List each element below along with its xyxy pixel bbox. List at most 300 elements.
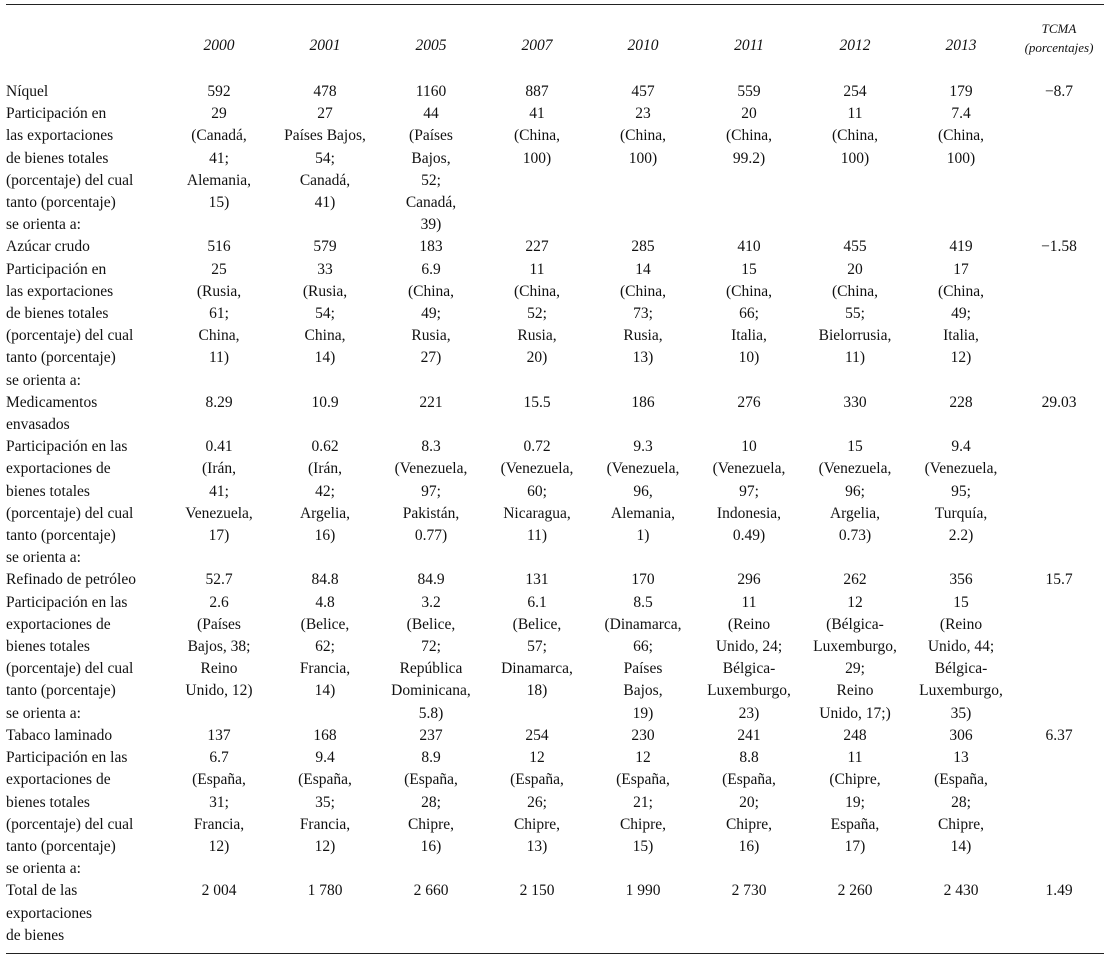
value-cell: 186: [631, 393, 655, 411]
header-tcma-unit: (porcentajes): [1024, 40, 1094, 55]
value-cell: 221: [419, 393, 443, 411]
value-line: 11): [526, 527, 548, 545]
value-line: 23): [738, 704, 760, 722]
value-cell: [696, 592, 802, 725]
value-line: (Países: [409, 127, 453, 145]
value-line: 13): [526, 837, 548, 855]
value-cell: 2 150: [519, 882, 555, 900]
value-cell: [484, 747, 590, 880]
value-line: 0.49): [732, 527, 766, 545]
tcma-cell: [1014, 259, 1104, 392]
row-label-line: bienes totales: [6, 482, 90, 500]
value-line: 3.2: [421, 593, 441, 611]
value-line: Chipre,: [725, 815, 773, 833]
value-line: 11: [847, 105, 863, 123]
value-line: (China,: [619, 127, 667, 145]
value-line: 0.41: [205, 438, 233, 456]
value-line: 1): [636, 527, 650, 545]
value-line: 31;: [209, 793, 229, 811]
value-line: 33: [317, 260, 333, 278]
row-label-line: Azúcar crudo: [6, 238, 90, 256]
value-cell: 419: [949, 238, 973, 256]
header-empty: [6, 5, 166, 82]
value-line: 28;: [421, 793, 441, 811]
value-cell: 230: [631, 726, 655, 744]
value-cell: [484, 103, 590, 236]
value-cell: 2 730: [731, 882, 767, 900]
value-line: (Rusia,: [196, 282, 242, 300]
value-cell: 410: [737, 238, 761, 256]
value-cell: [908, 592, 1014, 725]
row-label-line: exportaciones de: [6, 771, 111, 789]
value-line: 20): [526, 349, 548, 367]
value-line: 14): [314, 682, 336, 700]
value-line: Bajos, 38;: [187, 638, 251, 656]
value-line: 7.4: [951, 105, 971, 123]
value-line: Francia,: [299, 660, 351, 678]
tcma-cell: 15.7: [1045, 571, 1073, 589]
header-year: 2013: [945, 36, 977, 54]
row-label-line: Participación en las: [6, 593, 128, 611]
value-line: 52;: [527, 305, 547, 323]
header-year: 2001: [309, 36, 341, 54]
value-line: Países Bajos,: [284, 127, 366, 145]
row-label-line: las exportaciones: [6, 127, 114, 145]
value-line: Luxemburgo,: [813, 638, 897, 656]
value-line: Bélgica-: [722, 660, 776, 678]
value-line: (China,: [937, 282, 985, 300]
value-cell: 227: [525, 238, 549, 256]
value-line: 27: [317, 105, 333, 123]
value-cell: [590, 103, 696, 236]
tcma-cell: −8.7: [1044, 83, 1074, 100]
value-cell: [696, 259, 802, 392]
value-line: 4.8: [315, 593, 335, 611]
value-cell: 228: [949, 393, 973, 411]
value-line: (China,: [831, 282, 879, 300]
value-cell: 356: [949, 571, 973, 589]
value-cell: [802, 103, 908, 236]
value-line: 97;: [739, 482, 759, 500]
header-year: 2005: [415, 36, 447, 54]
value-cell: [696, 436, 802, 569]
value-line: Unido, 24;: [715, 638, 783, 656]
value-line: Nicaragua,: [503, 504, 571, 522]
value-line: 17): [208, 527, 230, 545]
value-line: 12: [529, 749, 545, 767]
row-label: [6, 569, 166, 591]
value-line: Francia,: [299, 815, 351, 833]
row-label-line: tanto (porcentaje): [6, 682, 116, 700]
table-row: [6, 592, 1104, 725]
value-line: (Irán,: [202, 460, 236, 478]
table-row: [6, 436, 1104, 569]
value-cell: 52.7: [205, 571, 233, 589]
value-cell: [166, 103, 272, 236]
value-line: (Dinamarca,: [604, 615, 682, 633]
row-label: [6, 103, 166, 236]
value-cell: 1160: [415, 83, 447, 100]
value-cell: [272, 436, 378, 569]
row-label-line: exportaciones de: [6, 615, 111, 633]
row-label: [6, 392, 166, 436]
value-cell: 455: [843, 238, 867, 256]
value-cell: 262: [843, 571, 867, 589]
value-cell: [378, 747, 484, 880]
row-label-line: de bienes: [6, 926, 65, 944]
value-line: 29;: [845, 660, 865, 678]
table-row: [6, 236, 1104, 258]
value-cell: 330: [843, 393, 867, 411]
value-line: 11): [844, 349, 866, 367]
value-line: Chipre,: [513, 815, 561, 833]
value-line: (Venezuela,: [818, 460, 892, 478]
value-line: 2.6: [209, 593, 229, 611]
value-line: 41;: [209, 482, 229, 500]
value-cell: [590, 592, 696, 725]
table-row: [6, 103, 1104, 236]
value-line: 72;: [421, 638, 441, 656]
value-line: 96,: [633, 482, 653, 500]
value-line: 28;: [951, 793, 971, 811]
value-line: (Reino: [727, 615, 771, 633]
value-line: 41): [314, 194, 336, 212]
value-line: 12): [950, 349, 972, 367]
value-line: (España,: [934, 771, 988, 789]
value-line: (España,: [616, 771, 670, 789]
value-line: 16): [314, 527, 336, 545]
value-cell: [378, 103, 484, 236]
value-line: 60;: [527, 482, 547, 500]
value-line: (Venezuela,: [606, 460, 680, 478]
table-row: [6, 392, 1104, 436]
value-cell: [166, 259, 272, 392]
header-year: 2000: [203, 36, 235, 54]
value-cell: 276: [737, 393, 761, 411]
value-line: Chipre,: [937, 815, 985, 833]
header-year: 2012: [839, 36, 871, 54]
row-label-line: bienes totales: [6, 638, 90, 656]
value-line: 49;: [951, 305, 971, 323]
value-line: Rusia,: [411, 327, 451, 345]
value-cell: 237: [419, 726, 443, 744]
value-cell: 248: [843, 726, 867, 744]
value-cell: 170: [631, 571, 655, 589]
value-cell: [590, 747, 696, 880]
value-cell: 2 430: [943, 882, 979, 900]
value-line: 54;: [315, 305, 335, 323]
value-line: 8.5: [633, 593, 653, 611]
value-line: 20: [847, 260, 863, 278]
value-line: 100): [628, 149, 658, 167]
value-cell: [696, 103, 802, 236]
value-line: 100): [840, 149, 870, 167]
value-cell: 254: [843, 83, 867, 100]
value-line: Unido, 17;): [819, 704, 891, 722]
value-line: Luxemburgo,: [919, 682, 1003, 700]
value-line: Pakistán,: [402, 504, 460, 522]
row-label-line: tanto (porcentaje): [6, 349, 116, 367]
value-line: Venezuela,: [185, 504, 253, 522]
value-line: Bajos,: [623, 682, 663, 700]
row-label-line: se orienta a:: [6, 371, 81, 389]
value-line: Italia,: [731, 327, 767, 345]
value-cell: [696, 747, 802, 880]
value-line: 0.62: [311, 438, 339, 456]
row-label-line: Refinado de petróleo: [6, 571, 136, 589]
value-line: 19;: [845, 793, 865, 811]
value-cell: [272, 592, 378, 725]
value-line: Bélgica-: [934, 660, 988, 678]
value-cell: [908, 103, 1014, 236]
row-label-line: de bienes totales: [6, 149, 109, 167]
table-row: [6, 747, 1104, 880]
value-line: Argelia,: [299, 504, 351, 522]
value-cell: [908, 747, 1014, 880]
value-line: 99.2): [732, 149, 766, 167]
value-line: Argelia,: [829, 504, 881, 522]
value-line: (China,: [831, 127, 879, 145]
value-line: (China,: [725, 282, 773, 300]
value-cell: [590, 259, 696, 392]
row-label-line: (porcentaje) del cual: [6, 815, 134, 833]
value-cell: 254: [525, 726, 549, 744]
value-line: (Venezuela,: [500, 460, 574, 478]
row-label: [6, 592, 166, 725]
value-line: Unido, 12): [185, 682, 253, 700]
value-line: 6.9: [421, 260, 441, 278]
value-cell: 306: [949, 726, 973, 744]
value-line: 20: [741, 105, 757, 123]
value-line: 9.3: [633, 438, 653, 456]
value-cell: 579: [313, 238, 337, 256]
value-line: (España,: [510, 771, 564, 789]
value-cell: [166, 592, 272, 725]
value-line: 73;: [633, 305, 653, 323]
value-line: 29: [211, 105, 227, 123]
row-label-line: tanto (porcentaje): [6, 527, 116, 545]
row-label-line: (porcentaje) del cual: [6, 327, 134, 345]
value-line: 0.72: [523, 438, 551, 456]
value-line: Turquía,: [934, 504, 988, 522]
value-line: (Belice,: [406, 615, 456, 633]
value-line: 100): [946, 149, 976, 167]
value-line: 9.4: [315, 749, 335, 767]
value-line: Luxemburgo,: [707, 682, 791, 700]
value-line: Países: [623, 660, 663, 678]
tcma-cell: −1.58: [1041, 238, 1077, 256]
value-line: 16): [738, 837, 760, 855]
value-cell: 168: [313, 726, 337, 744]
table-row: [6, 259, 1104, 392]
value-line: 16): [420, 837, 442, 855]
value-line: Italia,: [943, 327, 979, 345]
row-label-line: Total de las: [6, 882, 78, 900]
value-line: (China,: [725, 127, 773, 145]
row-label: [6, 725, 166, 747]
row-label-line: se orienta a:: [6, 704, 81, 722]
value-line: (China,: [407, 282, 455, 300]
exports-table: [6, 4, 1104, 954]
row-label: [6, 81, 166, 103]
tcma-cell: [1014, 747, 1104, 880]
value-line: España,: [830, 815, 880, 833]
value-line: (China,: [513, 282, 561, 300]
value-line: 6.1: [527, 593, 547, 611]
value-line: China,: [198, 327, 240, 345]
value-line: República: [399, 660, 463, 678]
value-line: 44: [423, 105, 439, 123]
value-line: (España,: [192, 771, 246, 789]
header-tcma-title: TCMA: [1041, 21, 1077, 36]
value-cell: 179: [949, 83, 973, 100]
value-cell: [484, 259, 590, 392]
value-cell: 241: [737, 726, 761, 744]
value-line: 57;: [527, 638, 547, 656]
value-line: 8.3: [421, 438, 441, 456]
table-row: [6, 81, 1104, 103]
value-line: 15): [208, 194, 230, 212]
value-line: 12): [314, 837, 336, 855]
value-cell: [802, 747, 908, 880]
row-label: [6, 880, 166, 953]
value-line: 14): [314, 349, 336, 367]
value-line: 35;: [315, 793, 335, 811]
value-line: 15: [953, 593, 969, 611]
value-line: (Reino: [939, 615, 983, 633]
value-cell: [272, 259, 378, 392]
row-label-line: exportaciones de: [6, 460, 111, 478]
value-cell: 296: [737, 571, 761, 589]
table-body: [6, 81, 1104, 953]
row-label: [6, 259, 166, 392]
row-label-line: se orienta a:: [6, 216, 81, 234]
header-year: 2011: [734, 36, 764, 54]
row-label: [6, 747, 166, 880]
row-label-line: (porcentaje) del cual: [6, 171, 134, 189]
row-label-line: exportaciones: [6, 904, 93, 922]
value-cell: 137: [207, 726, 231, 744]
value-line: 66;: [633, 638, 653, 656]
value-line: 96;: [845, 482, 865, 500]
value-cell: 10.9: [311, 393, 339, 411]
value-line: 8.8: [739, 749, 759, 767]
row-label-line: bienes totales: [6, 793, 90, 811]
table-row: [6, 569, 1104, 591]
row-label: [6, 436, 166, 569]
value-line: Canadá,: [299, 171, 351, 189]
value-cell: 285: [631, 238, 655, 256]
value-line: 12: [635, 749, 651, 767]
value-line: Francia,: [193, 815, 245, 833]
value-line: 41;: [209, 149, 229, 167]
value-cell: 887: [525, 83, 549, 100]
value-line: (España,: [404, 771, 458, 789]
value-line: Alemania,: [610, 504, 676, 522]
value-line: 2.2): [948, 527, 974, 545]
value-line: 54;: [315, 149, 335, 167]
value-line: 20;: [739, 793, 759, 811]
value-cell: [272, 747, 378, 880]
value-line: 27): [420, 349, 442, 367]
value-line: 5.8): [418, 704, 444, 722]
value-cell: 15.5: [523, 393, 551, 411]
value-cell: [272, 103, 378, 236]
value-line: China,: [304, 327, 346, 345]
value-line: Unido, 44;: [927, 638, 995, 656]
value-cell: 478: [313, 83, 337, 100]
value-line: (China,: [513, 127, 561, 145]
value-line: (Bélgica-: [826, 615, 884, 633]
value-cell: 84.9: [417, 571, 445, 589]
value-cell: 2 660: [413, 882, 449, 900]
value-line: Canadá,: [405, 194, 457, 212]
tcma-cell: [1014, 436, 1104, 569]
row-label-line: Tabaco laminado: [6, 726, 113, 744]
value-cell: [908, 436, 1014, 569]
value-cell: 183: [419, 238, 443, 256]
value-line: 13: [953, 749, 969, 767]
value-line: Reino: [200, 660, 238, 678]
value-line: 25: [211, 260, 227, 278]
value-line: Dominicana,: [391, 682, 471, 700]
value-line: 52;: [421, 171, 441, 189]
value-cell: [908, 259, 1014, 392]
value-line: 11: [529, 260, 545, 278]
row-label: [6, 236, 166, 258]
row-label-line: Participación en: [6, 260, 107, 278]
value-cell: 131: [525, 571, 549, 589]
value-line: 14): [950, 837, 972, 855]
value-line: 19): [632, 704, 654, 722]
value-line: 12: [847, 593, 863, 611]
value-line: 95;: [951, 482, 971, 500]
tcma-cell: 1.49: [1045, 882, 1073, 900]
value-line: 11): [208, 349, 230, 367]
row-label-line: Participación en las: [6, 749, 128, 767]
value-line: (Venezuela,: [924, 460, 998, 478]
value-line: 15): [632, 837, 654, 855]
value-line: 0.73): [838, 527, 872, 545]
row-label-line: Participación en las: [6, 438, 128, 456]
value-line: Indonesia,: [716, 504, 782, 522]
header-tcma: [1014, 5, 1104, 82]
row-label-line: Níquel: [6, 83, 49, 100]
value-line: 100): [522, 149, 552, 167]
value-line: 15: [741, 260, 757, 278]
tcma-cell: [1014, 103, 1104, 236]
value-line: 42;: [315, 482, 335, 500]
value-cell: [802, 436, 908, 569]
row-label-line: tanto (porcentaje): [6, 194, 116, 212]
tcma-cell: 29.03: [1041, 393, 1077, 411]
value-cell: 8.29: [205, 393, 233, 411]
value-line: (Belice,: [300, 615, 350, 633]
value-cell: 457: [631, 83, 655, 100]
value-line: 41: [529, 105, 545, 123]
value-line: Bajos,: [411, 149, 451, 167]
row-label-line: Participación en: [6, 105, 107, 123]
header-year: 2010: [627, 36, 659, 54]
value-line: (China,: [937, 127, 985, 145]
value-line: 10: [741, 438, 757, 456]
value-line: 10): [738, 349, 760, 367]
row-label-line: (porcentaje) del cual: [6, 660, 134, 678]
value-line: 15: [847, 438, 863, 456]
value-cell: 2 260: [837, 882, 873, 900]
value-line: Dinamarca,: [501, 660, 573, 678]
value-line: Rusia,: [517, 327, 557, 345]
